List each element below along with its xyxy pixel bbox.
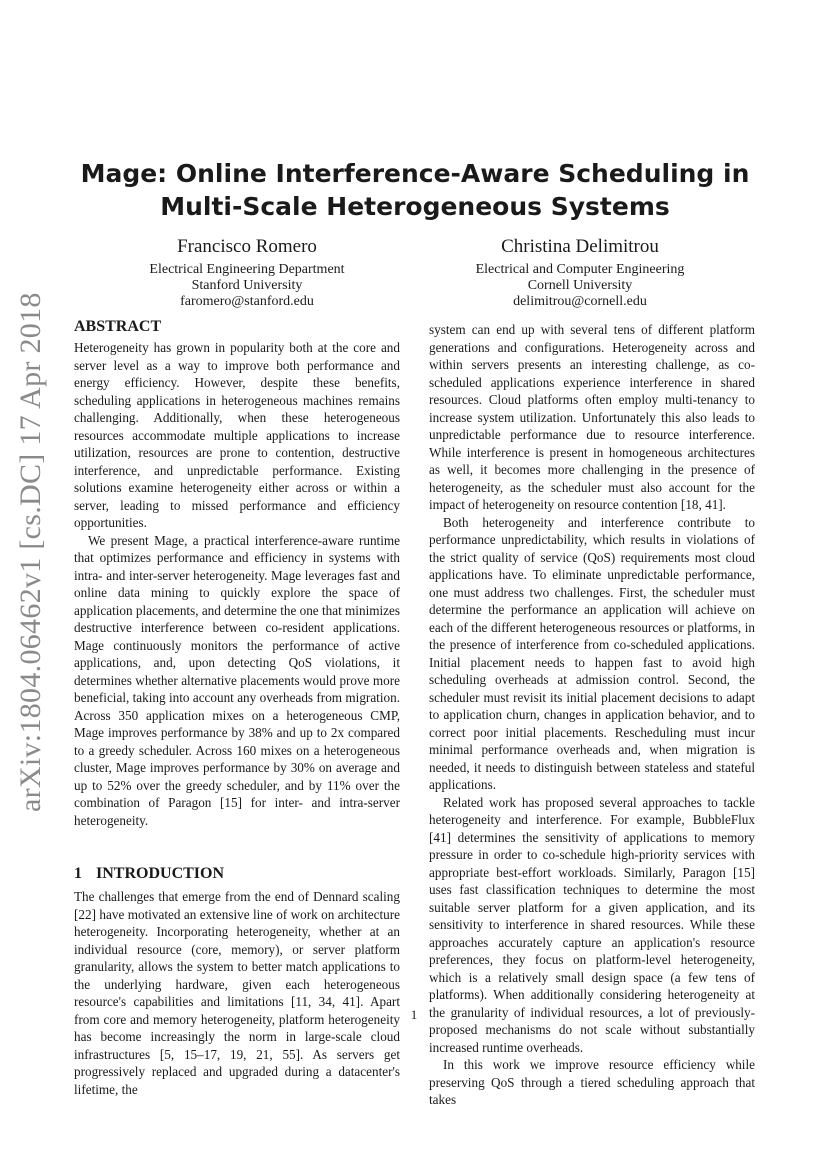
paper-title-line-1: Mage: Online Interference-Aware Scheduling in xyxy=(80,159,750,188)
body-paragraph: In this work we improve resource efficiency while preserving QoS through a tiered scheduling approach that takes xyxy=(429,1057,755,1107)
author-organization: Cornell University xyxy=(527,278,633,293)
author-organization: Stanford University xyxy=(191,278,303,293)
author-block-1 xyxy=(82,236,412,310)
author-block-2 xyxy=(415,236,745,310)
introduction-heading xyxy=(74,864,400,884)
author-name: Francisco Romero xyxy=(177,236,317,257)
right-column xyxy=(429,321,755,1109)
left-column xyxy=(74,317,400,1098)
body-paragraph: system can end up with several tens of different platform generations and configurations. Heterogeneity across and within servers presents an interesting challenge, as co-scheduled applications experience interference in shared resources. Cloud platforms often employ multi-tenancy to increase system utilization. Unfortunately this also leads to unpredictable performance due to resource interference. While interference is present in homogeneous architectures as well, it becomes more challenging in the presence of heterogeneity, as the scheduler must also account for the impact of heterogeneity on resource contention [18, 41]. xyxy=(429,322,755,512)
author-department: Electrical and Computer Engineering xyxy=(475,262,685,277)
abstract-heading: ABSTRACT xyxy=(74,318,162,335)
introduction-paragraph: The challenges that emerge from the end of Dennard scaling [22] have motivated an extensive line of work on architecture heterogeneity. Incorporating heterogeneity, whether at an individual resource (core, memory), or server platform granularity, allows the system to better match applications to the underlying hardware, given each heterogeneous resource's capabilities and limitations [11, 34, 41]. Apart from core and memory heterogeneity, platform heterogeneity has become increasingly the norm in large-scale cloud infrastructures [5, 15–17, 19, 21, 55]. As servers get progressively replaced and upgraded during a datacenter's lifetime, the xyxy=(74,889,400,1097)
arxiv-sidebar-stamp: arXiv:1804.06462v1 [cs.DC] 17 Apr 2018 xyxy=(14,292,47,812)
author-name: Christina Delimitrou xyxy=(501,236,659,257)
section-number: 1 xyxy=(74,865,82,882)
paper-title-line-2: Multi-Scale Heterogeneous Systems xyxy=(160,192,670,221)
author-email: delimitrou@cornell.edu xyxy=(513,294,647,309)
author-email: faromero@stanford.edu xyxy=(180,294,314,309)
page-number: 1 xyxy=(410,1007,418,1022)
body-paragraph: Both heterogeneity and interference contribute to performance unpredictability, which results in violations of the strict quality of service (QoS) requirements most cloud applications have. To eliminate unpredictable performance, one must address two challenges. First, the scheduler must determine the performance an application will achieve on each of the different heterogeneous resources or platforms, in the presence of interference from co-scheduled applications. Initial placement needs to happen fast to avoid high scheduling overheads at admission control. Second, the scheduler must revisit its initial placement decisions to adapt to application churn, changes in application behavior, and to correct poor initial placements. Rescheduling must incur minimal performance overheads and, when migration is needed, it needs to distinguish between stateless and stateful applications. xyxy=(429,514,755,792)
author-department: Electrical Engineering Department xyxy=(149,262,345,277)
abstract-paragraph: We present Mage, a practical interference-aware runtime that optimizes performance and efficiency in systems with intra- and inter-server heterogeneity. Mage leverages fast and online data mining to quickly explore the space of application placements, and determine the one that minimizes destructive interference between co-resident applications. Mage continuously monitors the performance of active applications, and, upon detecting QoS violations, it determines whether alternative placements would prove more beneficial, taking into account any overheads from migration. Across 350 application mixes on a heterogeneous CMP, Mage improves performance by 38% and up to 2x compared to a greedy scheduler. Across 160 mixes on a heterogeneous cluster, Mage improves performance by 30% on average and up to 52% over the greedy scheduler, and by 11% over the combination of Paragon [15] for inter- and intra-server heterogeneity. xyxy=(74,532,400,828)
abstract-paragraph: Heterogeneity has grown in popularity both at the core and server level as a way to improve both performance and energy efficiency. However, despite these benefits, scheduling applications in heterogeneous machines remains challenging. Additionally, when these heterogeneous resources accommodate multiple applications to increase utilization, resources are prone to contention, destructive interference, and unpredictable performance. Existing solutions examine heterogeneity either across or within a server, leading to missed performance and efficiency opportunities. xyxy=(74,340,400,530)
section-title: INTRODUCTION xyxy=(96,865,225,882)
paper-title xyxy=(60,157,770,223)
body-paragraph: Related work has proposed several approaches to tackle heterogeneity and interference. For example, BubbleFlux [41] determines the sensitivity of applications to memory pressure in order to co-schedule high-priority services with appropriate best-effort workloads. Similarly, Paragon [15] uses fast classification techniques to determine the most suitable server platform for a given application, and its sensitivity to interference in shared resources. While these approaches accurately capture an application's resource preferences, they focus on platform-level heterogeneity, which is a relatively small design space (a few tens of platforms). When additionally considering heterogeneity at the granularity of individual resources, a lot of previously-proposed mechanisms do not scale without substantially increased runtime overheads. xyxy=(429,794,755,1055)
